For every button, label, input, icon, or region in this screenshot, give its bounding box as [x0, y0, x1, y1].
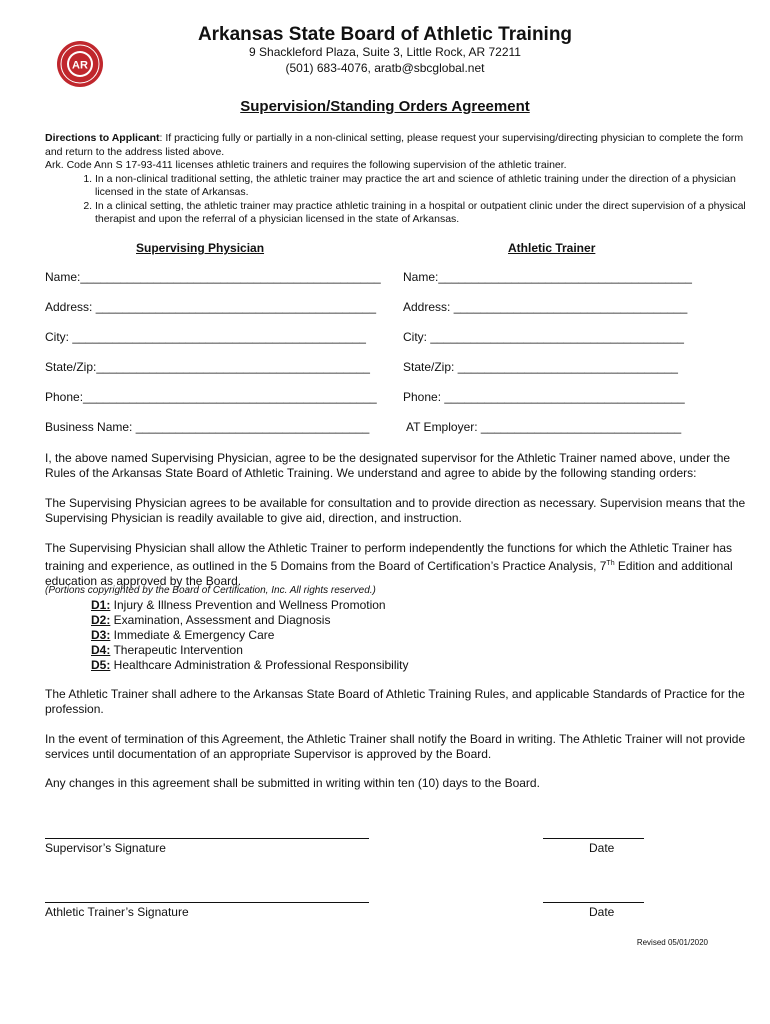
supervisor-signature-label: Supervisor’s Signature — [45, 841, 166, 855]
domain-text: Injury & Illness Prevention and Wellness Promotion — [110, 598, 386, 612]
trainer-phone-field[interactable]: Phone: ____________________________________ — [403, 390, 685, 404]
code-text: Ark. Code Ann S 17-93-411 licenses athletic trainers and requires the following supervision of the athletic trainer. — [45, 159, 567, 171]
form-title: Supervision/Standing Orders Agreement — [240, 98, 530, 115]
trainer-date-line[interactable] — [543, 902, 644, 903]
copyright-note: (Portions copyrighted by the Board of Certification, Inc. All rights reserved.) — [45, 585, 376, 596]
physician-address-field[interactable]: Address: __________________________________________ — [45, 300, 376, 314]
domains-paragraph-tail: Edition and additional education as approved by the Board. — [45, 559, 733, 588]
domain-text: Therapeutic Intervention — [110, 643, 243, 657]
trainer-employer-field[interactable]: AT Employer: ______________________________ — [406, 420, 682, 434]
board-address: 9 Shackleford Plaza, Suite 3, Little Rock, AR 72211 — [249, 45, 521, 59]
trainer-signature-label: Athletic Trainer’s Signature — [45, 905, 189, 919]
trainer-city-field[interactable]: City: ______________________________________ — [403, 330, 684, 344]
direction-item: 1. In a non-clinical traditional setting, the athletic trainer may practice the art and science of athletic training under the direction of a physician licensed in the state of Arkansas. — [95, 173, 750, 200]
domains-paragraph — [45, 541, 750, 589]
domains-list — [91, 598, 409, 673]
domain-item — [91, 643, 409, 658]
supervisor-signature-line[interactable] — [45, 838, 369, 839]
trainer-name-field[interactable]: Name:______________________________________ — [403, 270, 692, 284]
svg-text:AR: AR — [72, 59, 88, 72]
domain-code: D3: — [91, 628, 111, 642]
domain-item — [91, 598, 409, 613]
agreement-paragraph: I, the above named Supervising Physician, agree to be the designated supervisor for the Athletic Trainer named above, under the Rules of the Arkansas State Board of Athletic Training. We understand and agree to abide by the following standing orders: — [45, 451, 731, 480]
changes-paragraph: Any changes in this agreement shall be submitted in writing within ten (10) days to the Board. — [45, 776, 540, 790]
domains-paragraph-text: The Supervising Physician shall allow the Athletic Trainer to perform independently the functions for which the Athletic Trainer has training and experience, as outlined in the 5 Domains from the Board of Certification’s Practice Analysis, 7 — [45, 541, 733, 573]
domain-code: D4: — [91, 643, 111, 657]
revised-date: Revised 05/01/2020 — [636, 938, 708, 947]
directions-text: : If practicing fully or partially in a non-clinical setting, please request your supervising/directing physician to complete the form and return to the address listed above. — [45, 132, 744, 158]
physician-business-name-field[interactable]: Business Name: ___________________________________ — [45, 420, 370, 434]
athletic-trainer-heading: Athletic Trainer — [508, 241, 596, 255]
domain-item — [91, 613, 409, 628]
termination-paragraph: In the event of termination of this Agreement, the Athletic Trainer shall notify the Board in writing. The Athletic Trainer will not provide services until documentation of an appropriate Supervisor is approved by the Board. — [45, 732, 746, 761]
standards-paragraph: The Athletic Trainer shall adhere to the Arkansas State Board of Athletic Training Rules, and applicable Standards of Practice for the profession. — [45, 687, 745, 716]
board-title: Arkansas State Board of Athletic Training — [197, 24, 573, 45]
domain-text: Examination, Assessment and Diagnosis — [110, 613, 331, 627]
domain-item — [91, 658, 409, 673]
domain-item — [91, 628, 409, 643]
physician-name-field[interactable]: Name:_____________________________________________ — [45, 270, 381, 284]
trainer-state-zip-field[interactable]: State/Zip: _________________________________ — [403, 360, 678, 374]
supervising-physician-heading: Supervising Physician — [136, 241, 265, 255]
physician-phone-field[interactable]: Phone:____________________________________________ — [45, 390, 377, 404]
domain-text: Healthcare Administration & Professional Responsibility — [110, 658, 409, 672]
domain-code: D1: — [91, 598, 111, 612]
domain-code: D2: — [91, 613, 111, 627]
domain-code: D5: — [91, 658, 111, 672]
trainer-date-label: Date — [589, 905, 615, 919]
directions-label: Directions to Applicant — [45, 132, 160, 144]
trainer-signature-line[interactable] — [45, 902, 369, 903]
edition-superscript: Th — [606, 560, 615, 567]
supervision-paragraph: The Supervising Physician agrees to be available for consultation and to provide direction as necessary. Supervision means that the Supervising Physician is readily available to give aid, direction, and instruction. — [45, 496, 746, 525]
domain-text: Immediate & Emergency Care — [110, 628, 275, 642]
board-contact: (501) 683-4076, aratb@sbcglobal.net — [285, 61, 485, 75]
supervisor-date-label: Date — [589, 841, 615, 855]
directions-section — [45, 132, 750, 227]
direction-item: 2. In a clinical setting, the athletic trainer may practice athletic training in a hospital or outpatient clinic under the direct supervision of a physical therapist and upon the referral of a physician licensed in the state of Arkansas. — [95, 200, 750, 227]
physician-state-zip-field[interactable]: State/Zip:_________________________________________ — [45, 360, 370, 374]
physician-city-field[interactable]: City: ____________________________________________ — [45, 330, 366, 344]
trainer-address-field[interactable]: Address: ___________________________________ — [403, 300, 688, 314]
supervisor-date-line[interactable] — [543, 838, 644, 839]
